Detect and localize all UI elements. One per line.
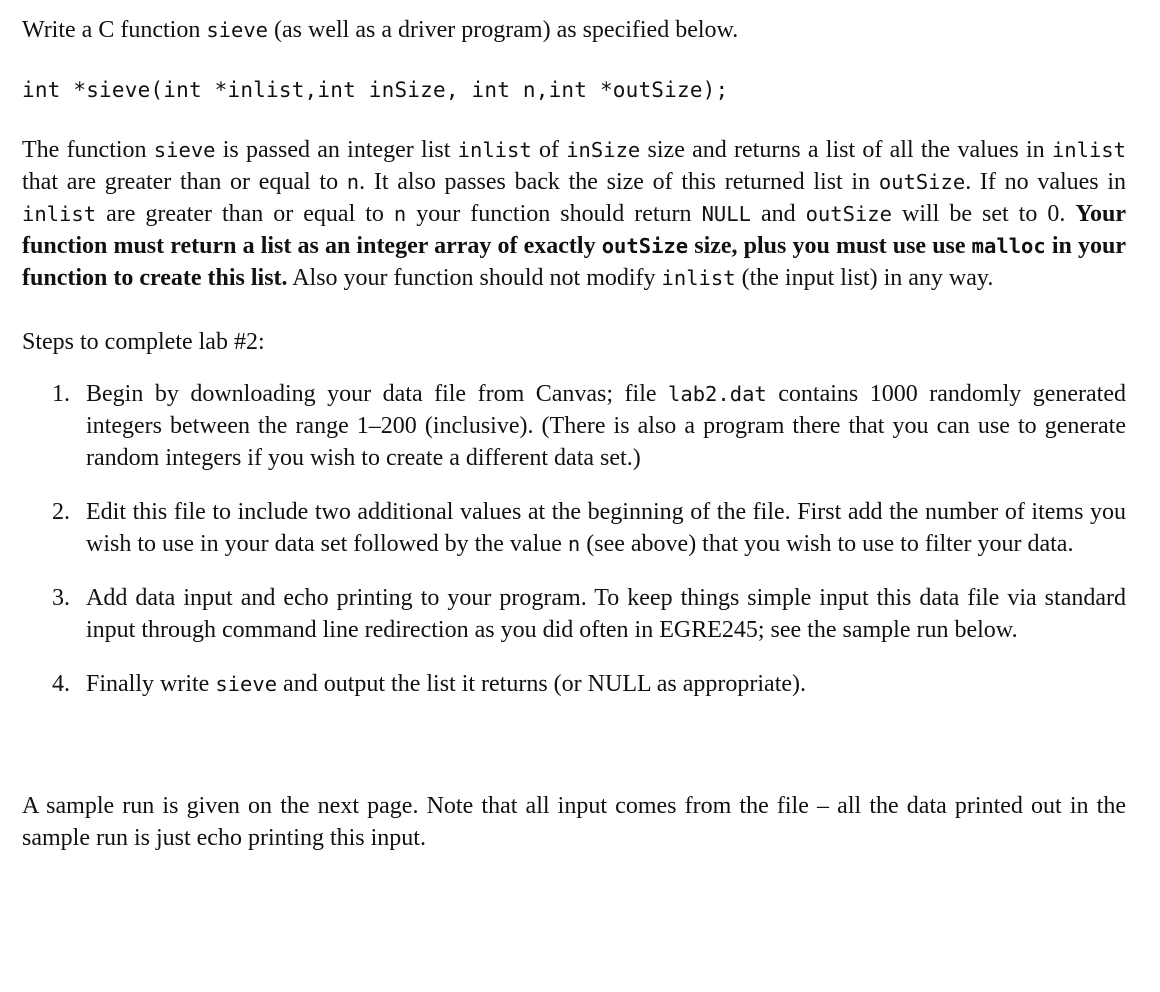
list-item xyxy=(22,582,1126,646)
step-text: contains 1000 randomly generated integers between the range 1–200 (inclusive). (There is also a program there that you can use to generate random integers if you wish to create a different data set.) xyxy=(86,381,1127,471)
document-page xyxy=(22,14,1126,854)
description-text: your function should return xyxy=(406,201,702,227)
step-text: Finally write xyxy=(86,671,216,697)
description-text: . It also passes back the size of this returned list in xyxy=(359,169,879,195)
code-inline: outSize xyxy=(805,202,892,226)
code-inline: n xyxy=(393,202,407,226)
description-text: size and returns a list of all the values in xyxy=(640,137,1052,163)
intro-text: (as well as a driver program) as specified below. xyxy=(268,17,739,43)
bold-text: size, plus you must use use xyxy=(688,233,972,259)
sample-run-note: A sample run is given on the next page. Note that all input comes from the file – all the data printed out in the sample run is just echo printing this input. xyxy=(22,793,1126,851)
code-inline: inlist xyxy=(22,202,97,226)
description-text: will be set to 0. xyxy=(892,201,1076,227)
code-inline: NULL xyxy=(701,202,751,226)
bold-text: Your function must return a list as an integer array of exactly xyxy=(22,201,1126,259)
description-text: (the input list) in any way. xyxy=(735,265,994,291)
description-text: is passed an integer list xyxy=(215,137,458,163)
code-inline: inlist xyxy=(457,138,532,162)
code-inline: inlist xyxy=(661,266,736,290)
code-inline: outSize xyxy=(878,170,966,194)
list-item xyxy=(22,378,1126,474)
description-text: of xyxy=(531,137,567,163)
description-text: that are greater than or equal to xyxy=(22,169,347,195)
description-text: . If no values in xyxy=(965,169,1127,195)
description-text: and xyxy=(750,201,806,227)
code-inline: malloc xyxy=(971,234,1046,258)
function-signature: int *sieve(int *inlist,int inSize, int n,int *outSize); xyxy=(22,78,729,102)
step-text: (see above) that you wish to use to filter your data. xyxy=(580,531,1074,557)
step-number: 4. xyxy=(52,671,70,697)
code-inline: n xyxy=(567,532,581,556)
step-text: Begin by downloading your data file from Canvas; file xyxy=(86,381,669,407)
step-text: and output the list it returns (or NULL as appropriate). xyxy=(277,671,807,697)
step-text: Edit this file to include two additional values at the beginning of the file. First add the number of items you wish to use in your data set followed by the value xyxy=(86,499,1126,557)
code-inline: outSize xyxy=(601,234,689,258)
description-text: are greater than or equal to xyxy=(96,201,394,227)
intro-text: Write a C function xyxy=(22,17,207,43)
description-paragraph xyxy=(22,134,1126,294)
step-number: 1. xyxy=(52,381,70,407)
steps-list xyxy=(22,378,1126,700)
list-item xyxy=(22,496,1126,560)
step-text: Add data input and echo printing to your program. To keep things simple input this data file via standard input through command line redirection as you did often in EGRE245; see the sample run below. xyxy=(86,585,1126,643)
step-number: 2. xyxy=(52,499,70,525)
bold-text: in your function to create this list. xyxy=(22,233,1126,291)
intro-paragraph xyxy=(22,14,1126,46)
step-number: 3. xyxy=(52,585,70,611)
code-inline: lab2.dat xyxy=(668,382,767,406)
description-text: Also your function should not modify xyxy=(287,265,662,291)
code-sieve: sieve xyxy=(206,18,269,42)
code-inline: sieve xyxy=(153,138,216,162)
code-inline: sieve xyxy=(215,672,278,696)
steps-heading: Steps to complete lab #2: xyxy=(22,329,265,355)
code-inline: inSize xyxy=(566,138,641,162)
code-inline: inlist xyxy=(1051,138,1126,162)
list-item xyxy=(22,668,1126,700)
description-text: The function xyxy=(22,137,154,163)
code-inline: n xyxy=(346,170,360,194)
